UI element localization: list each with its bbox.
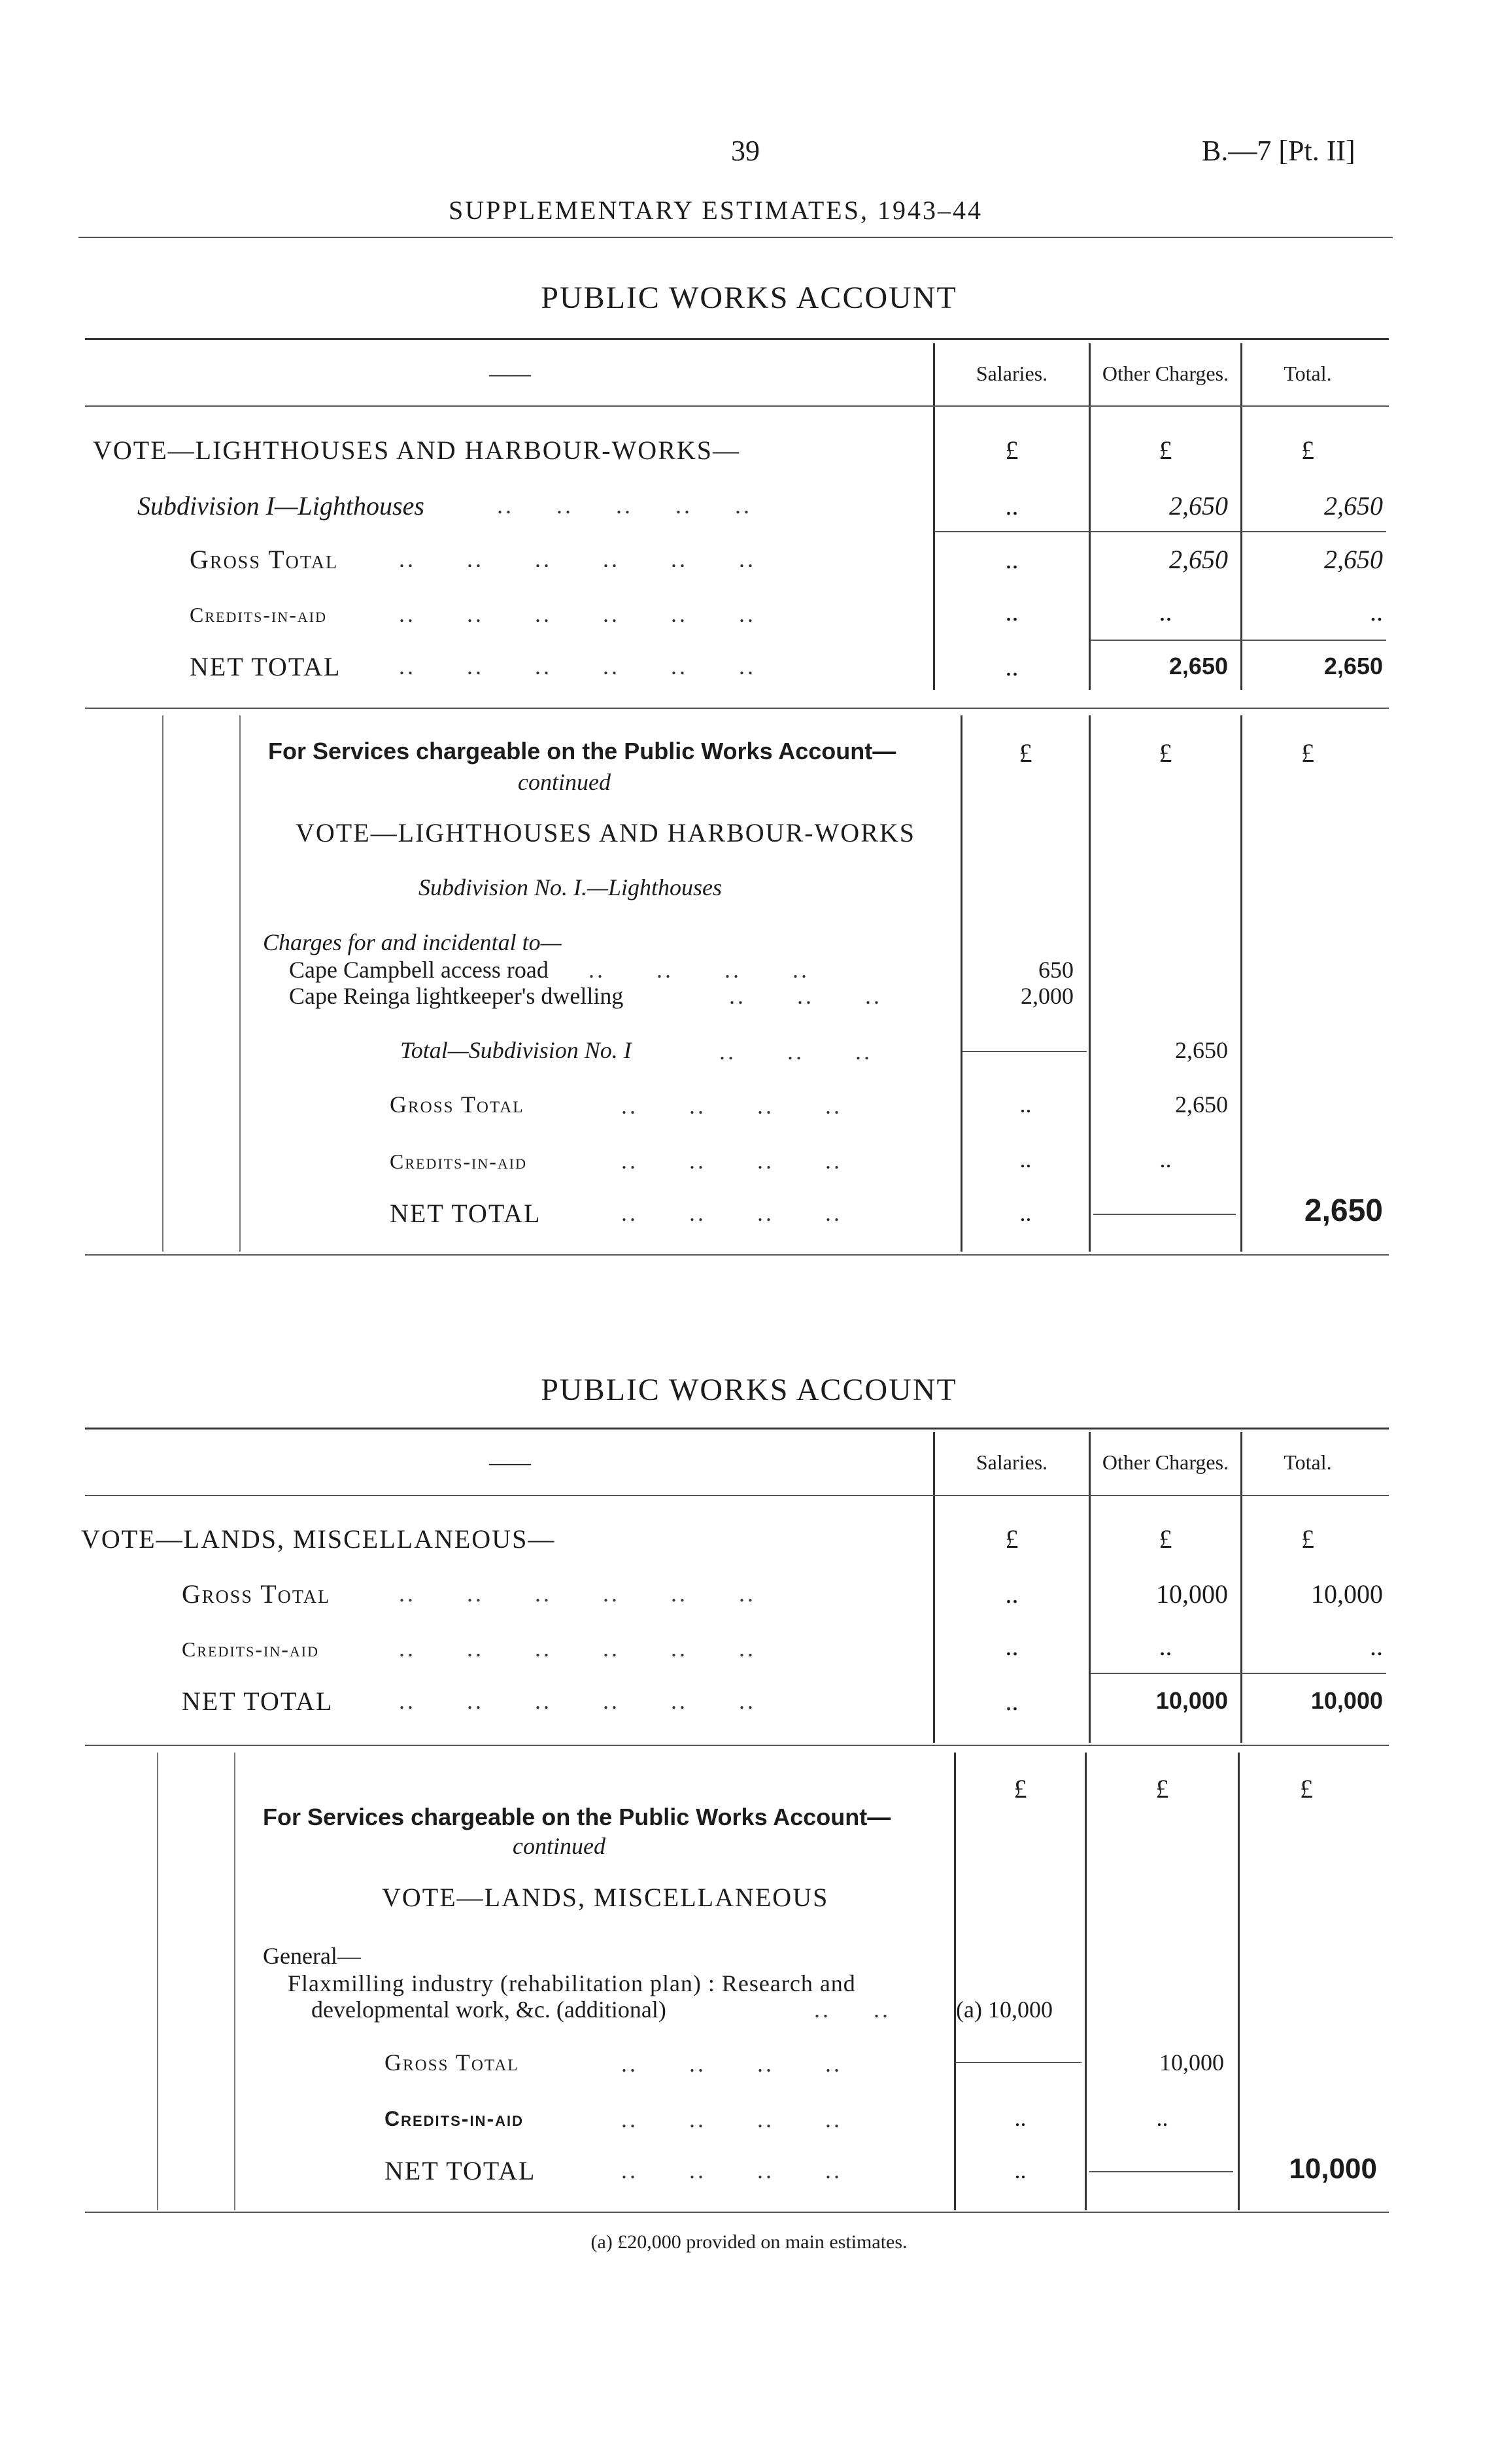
s2-detail-currency-1: £ — [1013, 1774, 1027, 1804]
s1-summary-bottom-rule — [85, 708, 1389, 709]
s2-row-net-other: 10,000 — [1155, 1687, 1228, 1714]
footnote: (a) £20,000 provided on main estimates. — [590, 2231, 908, 2253]
s2-row-credits-total: .. — [1370, 1632, 1383, 1661]
s2-row-credits-label: Credits-in-aid — [182, 1637, 319, 1661]
s2-leader-dots: .. .. — [814, 1996, 891, 2023]
s2-net-rule — [1091, 1673, 1386, 1674]
s1-detail-currency-1: £ — [1019, 738, 1032, 768]
s1-leader-dots: .. .. .. .. .. .. — [399, 601, 756, 627]
section-2-heading: PUBLIC WORKS ACCOUNT — [541, 1373, 957, 1407]
s1-subtotal-rule — [962, 1051, 1087, 1052]
s1-services-heading: For Services chargeable on the Public Works Account— — [268, 738, 896, 764]
s1-subtotal-label: Total—Subdivision No. I — [400, 1037, 632, 1063]
s1-item-amount: 650 — [1038, 957, 1074, 983]
s1-item-label: Cape Campbell access road — [289, 957, 549, 983]
s2-detail-gross-col2: 10,000 — [1159, 2049, 1224, 2076]
s1-detail-net-label: NET TOTAL — [390, 1199, 541, 1228]
s1-vote-title: VOTE—LIGHTHOUSES AND HARBOUR-WORKS— — [93, 436, 740, 465]
s2-total-currency: £ — [1301, 1524, 1314, 1554]
s2-detail-credits-col1: .. — [1014, 2105, 1027, 2131]
s2-leader-dots: .. .. .. .. .. .. — [399, 1581, 756, 1607]
s1-leader-dots: .. .. .. .. — [588, 957, 809, 983]
s2-detail-net-col1: .. — [1014, 2157, 1027, 2183]
s2-detail-currency-3: £ — [1300, 1774, 1313, 1804]
s1-detail-margin-rule-1 — [162, 715, 163, 1252]
s1-detail-net-value: 2,650 — [1304, 1193, 1383, 1228]
s2-header-bottom-rule — [85, 1495, 1389, 1496]
s1-header-bottom-rule — [85, 405, 1389, 407]
s2-item-line-1: Flaxmilling industry (rehabilitation plan) : Research and — [288, 1970, 856, 1996]
s1-detail-col-divider-3 — [1240, 715, 1242, 1252]
header-rule — [78, 237, 1393, 238]
s2-item-amount: (a) 10,000 — [956, 1996, 1053, 2023]
s2-row-credits-salaries: .. — [1005, 1632, 1019, 1661]
section-2-table-top-rule — [85, 1428, 1389, 1429]
s2-item-line-2: developmental work, &c. (additional) — [311, 1996, 666, 2023]
s1-row-gross-label: Gross Total — [190, 545, 339, 574]
s2-detail-col-divider-2 — [1085, 1753, 1087, 2210]
s2-detail-vote: VOTE—LANDS, MISCELLANEOUS — [382, 1883, 829, 1912]
s1-detail-gross-col1: .. — [1019, 1091, 1032, 1118]
s2-other-charges-header: Other Charges. — [1102, 1450, 1229, 1474]
s2-summary-bottom-rule — [85, 1745, 1389, 1746]
s1-continued-label: continued — [518, 769, 611, 795]
s1-leader-dots: .. .. .. .. .. .. — [399, 546, 756, 572]
s1-row-net-total: 2,650 — [1323, 653, 1383, 679]
s2-services-heading: For Services chargeable on the Public Works Account— — [263, 1804, 891, 1830]
s1-row-gross-other: 2,650 — [1169, 545, 1228, 574]
s2-detail-col-divider-3 — [1238, 1753, 1240, 2210]
s2-row-gross-label: Gross Total — [182, 1579, 331, 1609]
s2-other-currency: £ — [1159, 1524, 1172, 1554]
s2-detail-col-divider-1 — [954, 1753, 956, 2210]
s2-detail-currency-2: £ — [1155, 1774, 1169, 1804]
s2-leader-dots: .. .. .. .. .. .. — [399, 1688, 756, 1714]
s1-item-amount: 2,000 — [1021, 983, 1074, 1009]
s1-detail-net-col1: .. — [1019, 1200, 1032, 1226]
s1-row-net-label: NET TOTAL — [190, 652, 341, 681]
s1-row-credits-other: .. — [1159, 597, 1172, 626]
s1-detail-currency-3: £ — [1301, 738, 1314, 768]
s2-salaries-header: Salaries. — [976, 1450, 1048, 1474]
document-reference: B.—7 [Pt. II] — [1202, 135, 1355, 167]
s2-vote-title: VOTE—LANDS, MISCELLANEOUS— — [81, 1524, 556, 1554]
s1-detail-subdivision: Subdivision No. I.—Lighthouses — [418, 874, 723, 900]
s1-total-header: Total. — [1284, 362, 1332, 385]
s2-row-net-label: NET TOTAL — [182, 1686, 333, 1716]
s2-net-rule — [1089, 2171, 1233, 2172]
s2-row-net-total: 10,000 — [1310, 1687, 1383, 1714]
s1-detail-bottom-rule — [85, 1254, 1389, 1256]
s1-leader-dots: .. .. .. .. .. — [497, 492, 752, 519]
s2-detail-net-value: 10,000 — [1289, 2153, 1377, 2185]
section-1-table-top-rule — [85, 338, 1389, 340]
s2-leader-dots: .. .. .. .. — [621, 2106, 842, 2132]
s1-other-charges-header: Other Charges. — [1102, 362, 1229, 385]
s1-leader-dots: .. .. .. .. .. .. — [399, 653, 756, 679]
s1-row-subdivision-other: 2,650 — [1169, 491, 1228, 521]
s1-leader-dots: .. .. .. — [719, 1038, 872, 1065]
s1-net-rule — [1093, 1214, 1236, 1215]
s1-total-currency: £ — [1301, 436, 1314, 465]
s1-leader-dots: .. .. .. .. — [621, 1093, 842, 1119]
s1-salaries-header: Salaries. — [976, 362, 1048, 385]
s1-item-label: Cape Reinga lightkeeper's dwelling — [289, 983, 624, 1009]
page-number: 39 — [731, 135, 760, 167]
s2-detail-margin-rule-2 — [234, 1753, 235, 2210]
s1-detail-margin-rule-2 — [239, 715, 241, 1252]
s1-detail-gross-label: Gross Total — [390, 1091, 524, 1118]
s1-row-credits-salaries: .. — [1005, 597, 1019, 626]
s1-leader-dots: .. .. .. .. — [621, 1148, 842, 1174]
s1-row-gross-salaries: .. — [1005, 545, 1019, 574]
s2-general-heading: General— — [263, 1943, 361, 1969]
s1-detail-credits-label: Credits-in-aid — [390, 1150, 527, 1173]
document-title: SUPPLEMENTARY ESTIMATES, 1943–44 — [449, 196, 983, 225]
s1-label-column-header: —— — [489, 362, 531, 385]
s2-row-gross-salaries: .. — [1005, 1579, 1019, 1609]
s1-leader-dots: .. .. .. .. — [621, 1200, 842, 1226]
s1-other-currency: £ — [1159, 436, 1172, 465]
s1-row-subdivision-total: 2,650 — [1324, 491, 1383, 521]
s1-row-net-other: 2,650 — [1168, 653, 1228, 679]
s2-salaries-currency: £ — [1005, 1524, 1019, 1554]
s1-row-net-salaries: .. — [1005, 652, 1019, 681]
s2-detail-bottom-rule — [85, 2212, 1389, 2213]
s1-detail-credits-col1: .. — [1019, 1146, 1032, 1172]
s2-detail-credits-label: Credits-in-aid — [384, 2107, 524, 2130]
s1-row-subdivision-label: Subdivision I—Lighthouses — [137, 491, 424, 521]
s1-detail-credits-col2: .. — [1159, 1146, 1172, 1172]
s2-row-gross-other: 10,000 — [1156, 1579, 1228, 1609]
s1-detail-vote: VOTE—LIGHTHOUSES AND HARBOUR-WORKS — [296, 818, 915, 847]
s1-row-credits-label: Credits-in-aid — [190, 603, 327, 626]
s2-continued-label: continued — [513, 1833, 605, 1859]
section-1-heading: PUBLIC WORKS ACCOUNT — [541, 281, 957, 315]
s2-detail-gross-label: Gross Total — [384, 2049, 519, 2076]
s2-detail-credits-col2: .. — [1156, 2105, 1168, 2131]
s2-leader-dots: .. .. .. .. .. .. — [399, 1635, 756, 1662]
s1-leader-dots: .. .. .. — [729, 983, 882, 1009]
s2-subtotal-rule — [956, 2062, 1081, 2063]
s1-salaries-currency: £ — [1005, 436, 1019, 465]
s2-leader-dots: .. .. .. .. — [621, 2051, 842, 2077]
s2-row-credits-other: .. — [1159, 1632, 1172, 1661]
s1-row-subdivision-salaries: .. — [1005, 491, 1019, 521]
s2-leader-dots: .. .. .. .. — [621, 2157, 842, 2183]
s1-detail-currency-2: £ — [1159, 738, 1172, 768]
s1-row-credits-total: .. — [1370, 597, 1383, 626]
s2-row-gross-total: 10,000 — [1311, 1579, 1383, 1609]
s1-net-rule — [1091, 640, 1386, 641]
s2-detail-net-label: NET TOTAL — [384, 2156, 536, 2185]
s2-label-column-header: —— — [489, 1450, 531, 1474]
s2-total-header: Total. — [1284, 1450, 1332, 1474]
s1-row-gross-total: 2,650 — [1324, 545, 1383, 574]
s2-detail-margin-rule-1 — [157, 1753, 158, 2210]
s1-subtotal-rule — [935, 531, 1386, 532]
s1-subtotal-value: 2,650 — [1175, 1037, 1228, 1063]
s2-row-net-salaries: .. — [1005, 1686, 1019, 1716]
s1-charges-heading: Charges for and incidental to— — [263, 929, 562, 955]
s1-detail-gross-col2: 2,650 — [1175, 1091, 1228, 1118]
